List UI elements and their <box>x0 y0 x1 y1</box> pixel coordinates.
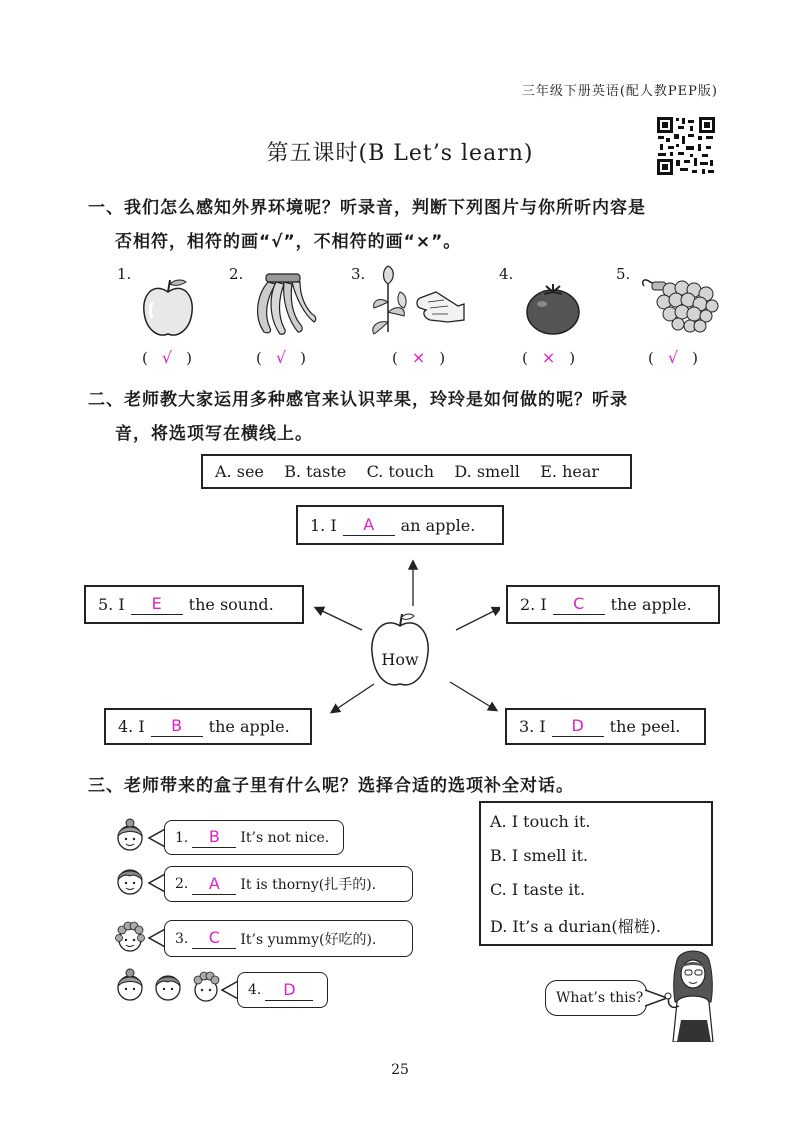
page-number: 25 <box>391 1062 409 1078</box>
section1-instruction-line2: 否相符，相符的画“√”，不相符的画“×”。 <box>115 232 462 252</box>
answer3-paren: ( × ) <box>392 348 446 367</box>
answer3-mark: × <box>411 348 426 367</box>
option-c: C. I taste it. <box>490 880 586 899</box>
section2-instruction-line2: 音，将选项写在横线上。 <box>115 424 313 444</box>
book-header: 三年级下册英语(配人教PEP版) <box>521 84 718 99</box>
option-b: B. I smell it. <box>490 846 589 865</box>
section1-instruction-line1: 一、我们怎么感知外界环境呢？听录音，判断下列图片与你所听内容是 <box>88 198 646 218</box>
answer1-paren: ( √ ) <box>142 348 192 367</box>
section2-options-box: A. see B. taste C. touch D. smell E. hear <box>201 454 632 489</box>
banana-icon <box>246 272 318 338</box>
question2-box: 2. I C the apple. <box>506 585 720 624</box>
question4-answer: B <box>151 716 203 737</box>
answer5-mark: √ <box>667 348 679 367</box>
answer1-mark: √ <box>161 348 173 367</box>
dialog2-answer: A <box>192 874 236 895</box>
apple-icon <box>138 276 198 340</box>
page-title: 第五课时(B Let’s learn) <box>266 141 534 166</box>
boy-avatar-icon <box>113 862 147 900</box>
curly-girl-avatar-icon <box>113 918 147 956</box>
question1-answer: A <box>343 515 395 536</box>
qr-code-icon <box>656 116 716 176</box>
grapes-icon <box>636 276 720 336</box>
dialog3-bubble: 3. C It’s yummy(好吃的). <box>164 920 413 957</box>
answer4-paren: ( × ) <box>522 348 576 367</box>
teacher-bubble: What’s this? <box>545 980 647 1016</box>
section2-instruction-line1: 二、老师教大家运用多种感官来认识苹果，玲玲是如何做的呢？听录 <box>88 390 628 410</box>
tomato-icon <box>524 282 582 336</box>
answer4-mark: × <box>541 348 556 367</box>
dialog4-bubble: 4. D <box>237 972 328 1008</box>
item5-number: 5. <box>616 265 631 283</box>
dialog4-answer: D <box>265 980 313 1001</box>
option-a: A. I touch it. <box>490 812 591 831</box>
how-apple-diagram <box>300 552 500 722</box>
question3-box: 3. I D the peel. <box>505 708 706 745</box>
item3-number: 3. <box>351 265 366 283</box>
question3-answer: D <box>552 716 604 737</box>
teacher-figure-icon <box>655 950 725 1042</box>
flower-hand-icon <box>368 262 468 340</box>
question5-box: 5. I E the sound. <box>84 585 304 624</box>
item1-number: 1. <box>117 265 132 283</box>
answer5-paren: ( √ ) <box>648 348 698 367</box>
item4-number: 4. <box>499 265 514 283</box>
dialog3-answer: C <box>192 928 236 949</box>
section3-instruction: 三、老师带来的盒子里有什么呢？选择合适的选项补全对话。 <box>88 776 574 796</box>
girl-avatar-icon <box>113 818 147 856</box>
dialog1-answer: B <box>192 827 236 848</box>
how-label: How <box>381 650 419 669</box>
question2-answer: C <box>553 594 605 615</box>
question4-box: 4. I B the apple. <box>104 708 312 745</box>
question5-answer: E <box>131 594 183 615</box>
question1-box: 1. I A an apple. <box>296 505 504 545</box>
dialog2-bubble: 2. A It is thorny(扎手的). <box>164 866 413 902</box>
dialog1-bubble: 1. B It’s not nice. <box>164 820 344 855</box>
answer2-paren: ( √ ) <box>256 348 306 367</box>
option-d: D. It’s a durian(榴梿). <box>490 917 661 936</box>
item2-number: 2. <box>229 265 244 283</box>
answer2-mark: √ <box>275 348 287 367</box>
three-kids-icon <box>113 968 223 1006</box>
